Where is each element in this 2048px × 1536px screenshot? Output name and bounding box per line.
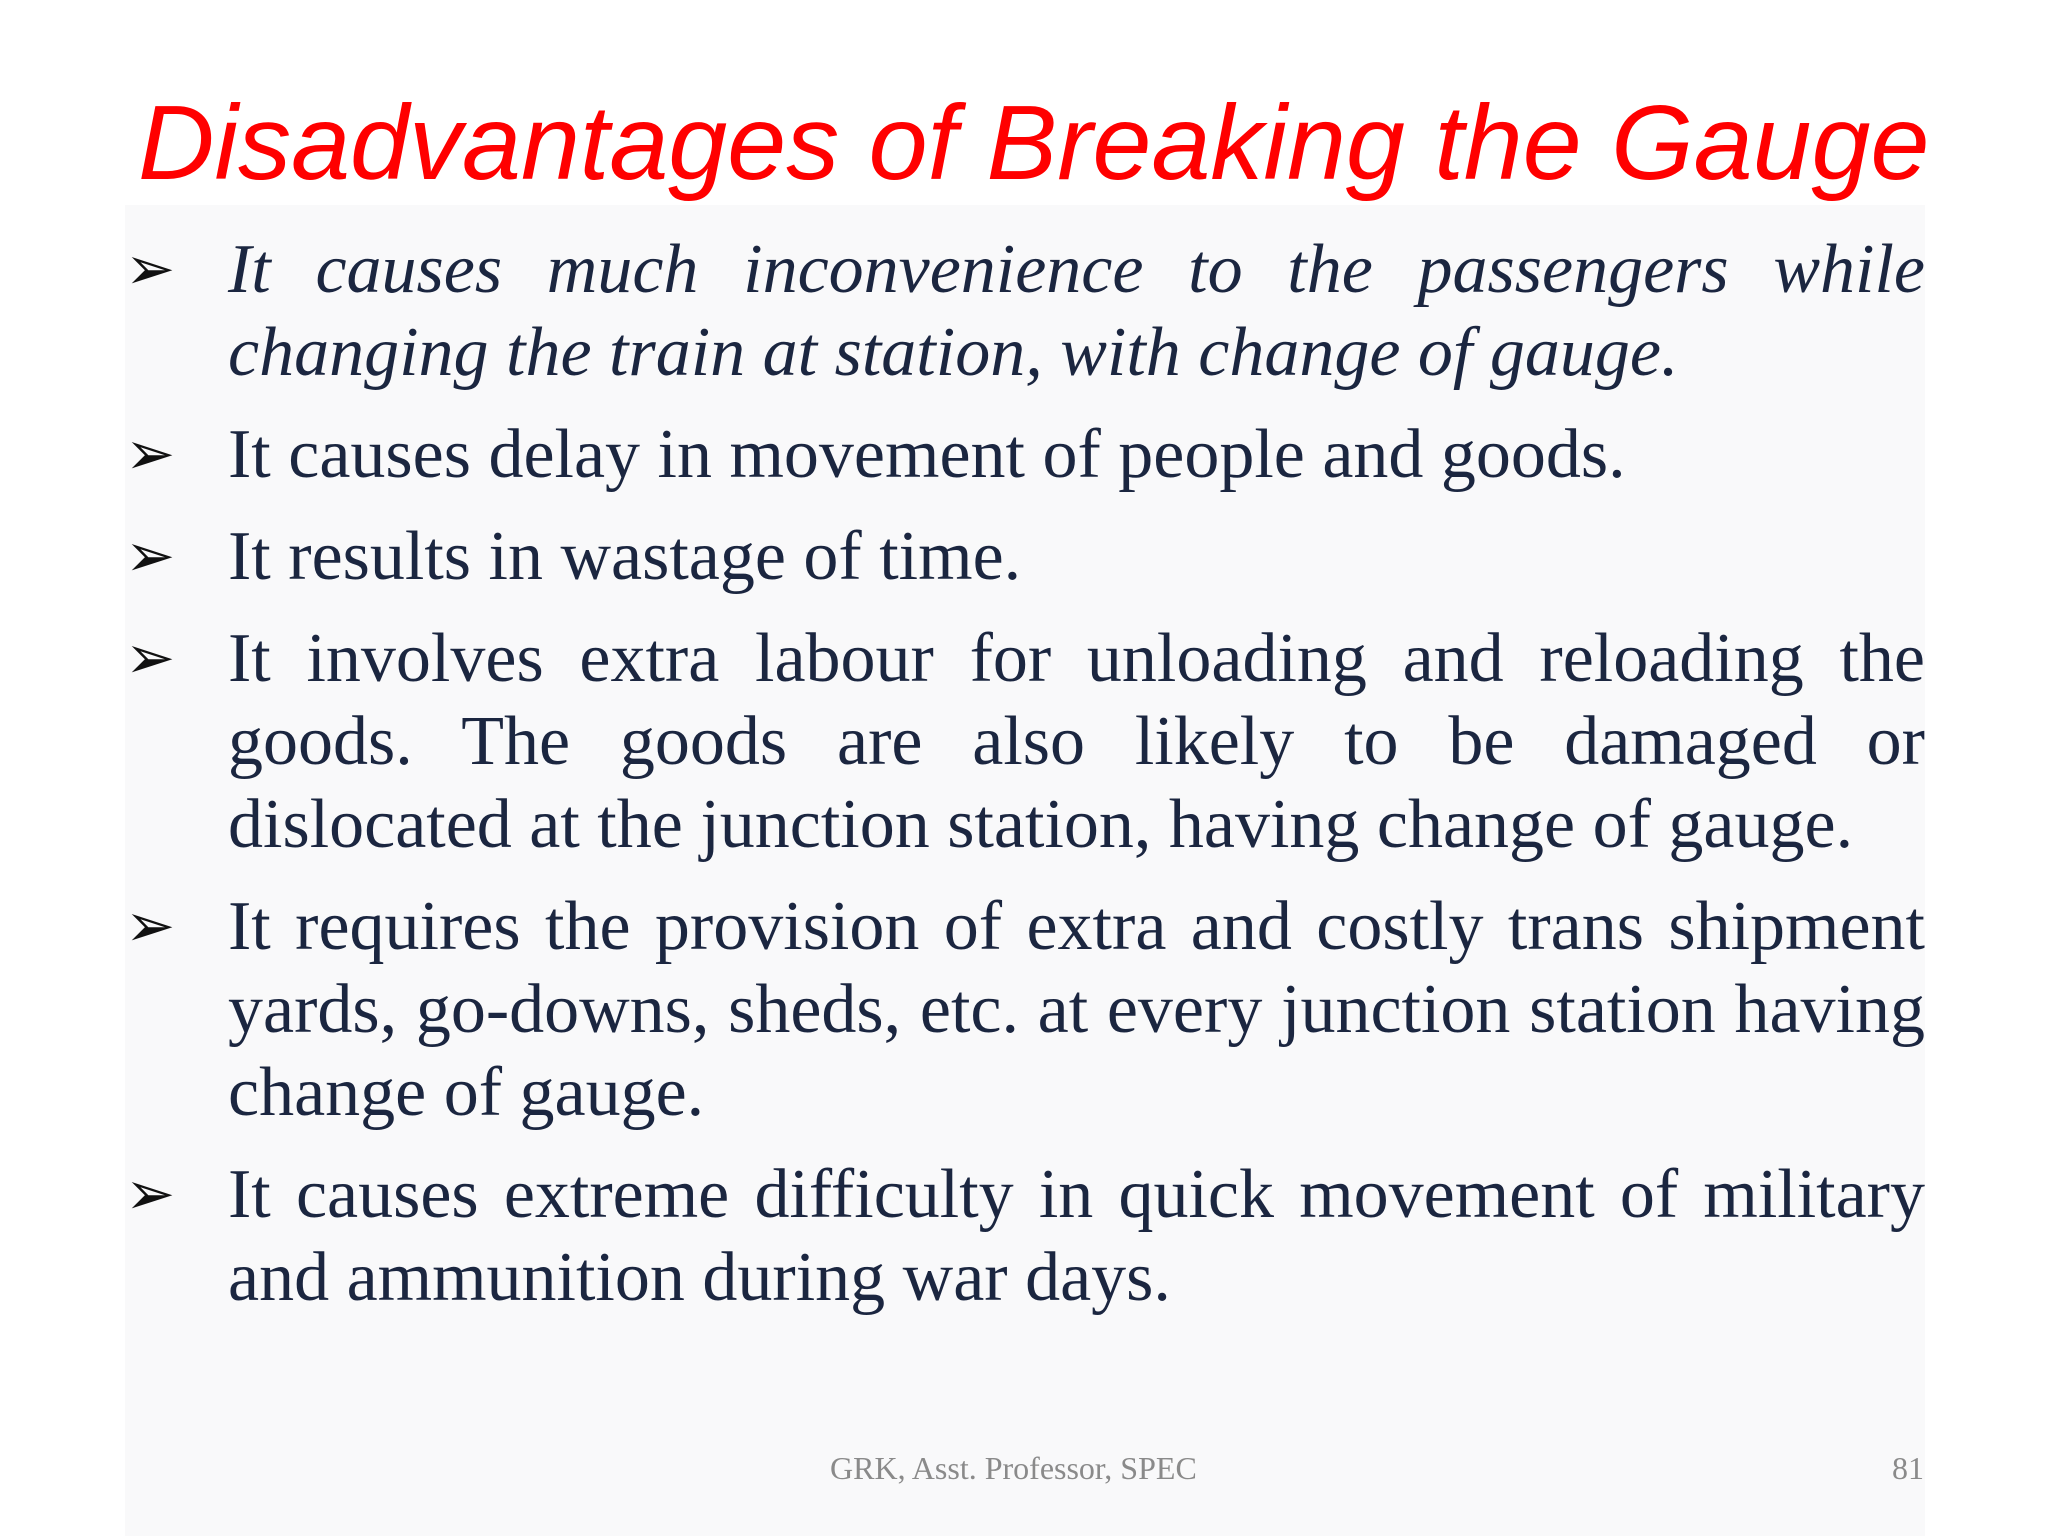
slide-footer: GRK, Asst. Professor, SPEC — [830, 1450, 1197, 1486]
bullet-text: It causes extreme difficulty in quick movement of military and ammunition during war days. — [228, 1156, 1925, 1316]
arrowhead-bullet-icon: ➢ — [125, 521, 176, 591]
bullet-item — [125, 228, 1925, 394]
page-number: 81 — [1892, 1450, 1924, 1486]
bullet-text: It involves extra labour for unloading and reloading the goods. The goods are also likely to be damaged or dislocated at the junction station, having change of gauge. — [228, 620, 1925, 863]
bullet-item — [125, 617, 1925, 866]
bullet-text: It causes delay in movement of people and goods. — [228, 416, 1626, 493]
arrowhead-bullet-icon: ➢ — [125, 623, 176, 693]
bullet-item — [125, 413, 1925, 496]
arrowhead-bullet-icon: ➢ — [125, 234, 176, 304]
bullet-item — [125, 515, 1925, 598]
arrowhead-bullet-icon: ➢ — [125, 1159, 176, 1229]
arrowhead-bullet-icon: ➢ — [125, 419, 176, 489]
arrowhead-bullet-icon: ➢ — [125, 891, 176, 961]
bullet-text: It causes much inconvenience to the passengers while changing the train at station, with change of gauge. — [228, 231, 1925, 391]
slide-title: Disadvantages of Breaking the Gauge — [138, 84, 1930, 202]
bullet-item — [125, 1153, 1925, 1319]
bullet-text: It requires the provision of extra and costly trans shipment yards, go-downs, sheds, etc. at every junction station having change of gauge. — [228, 888, 1925, 1131]
bullet-item — [125, 885, 1925, 1134]
bullet-list — [125, 228, 1925, 1338]
bullet-text: It results in wastage of time. — [228, 518, 1022, 595]
